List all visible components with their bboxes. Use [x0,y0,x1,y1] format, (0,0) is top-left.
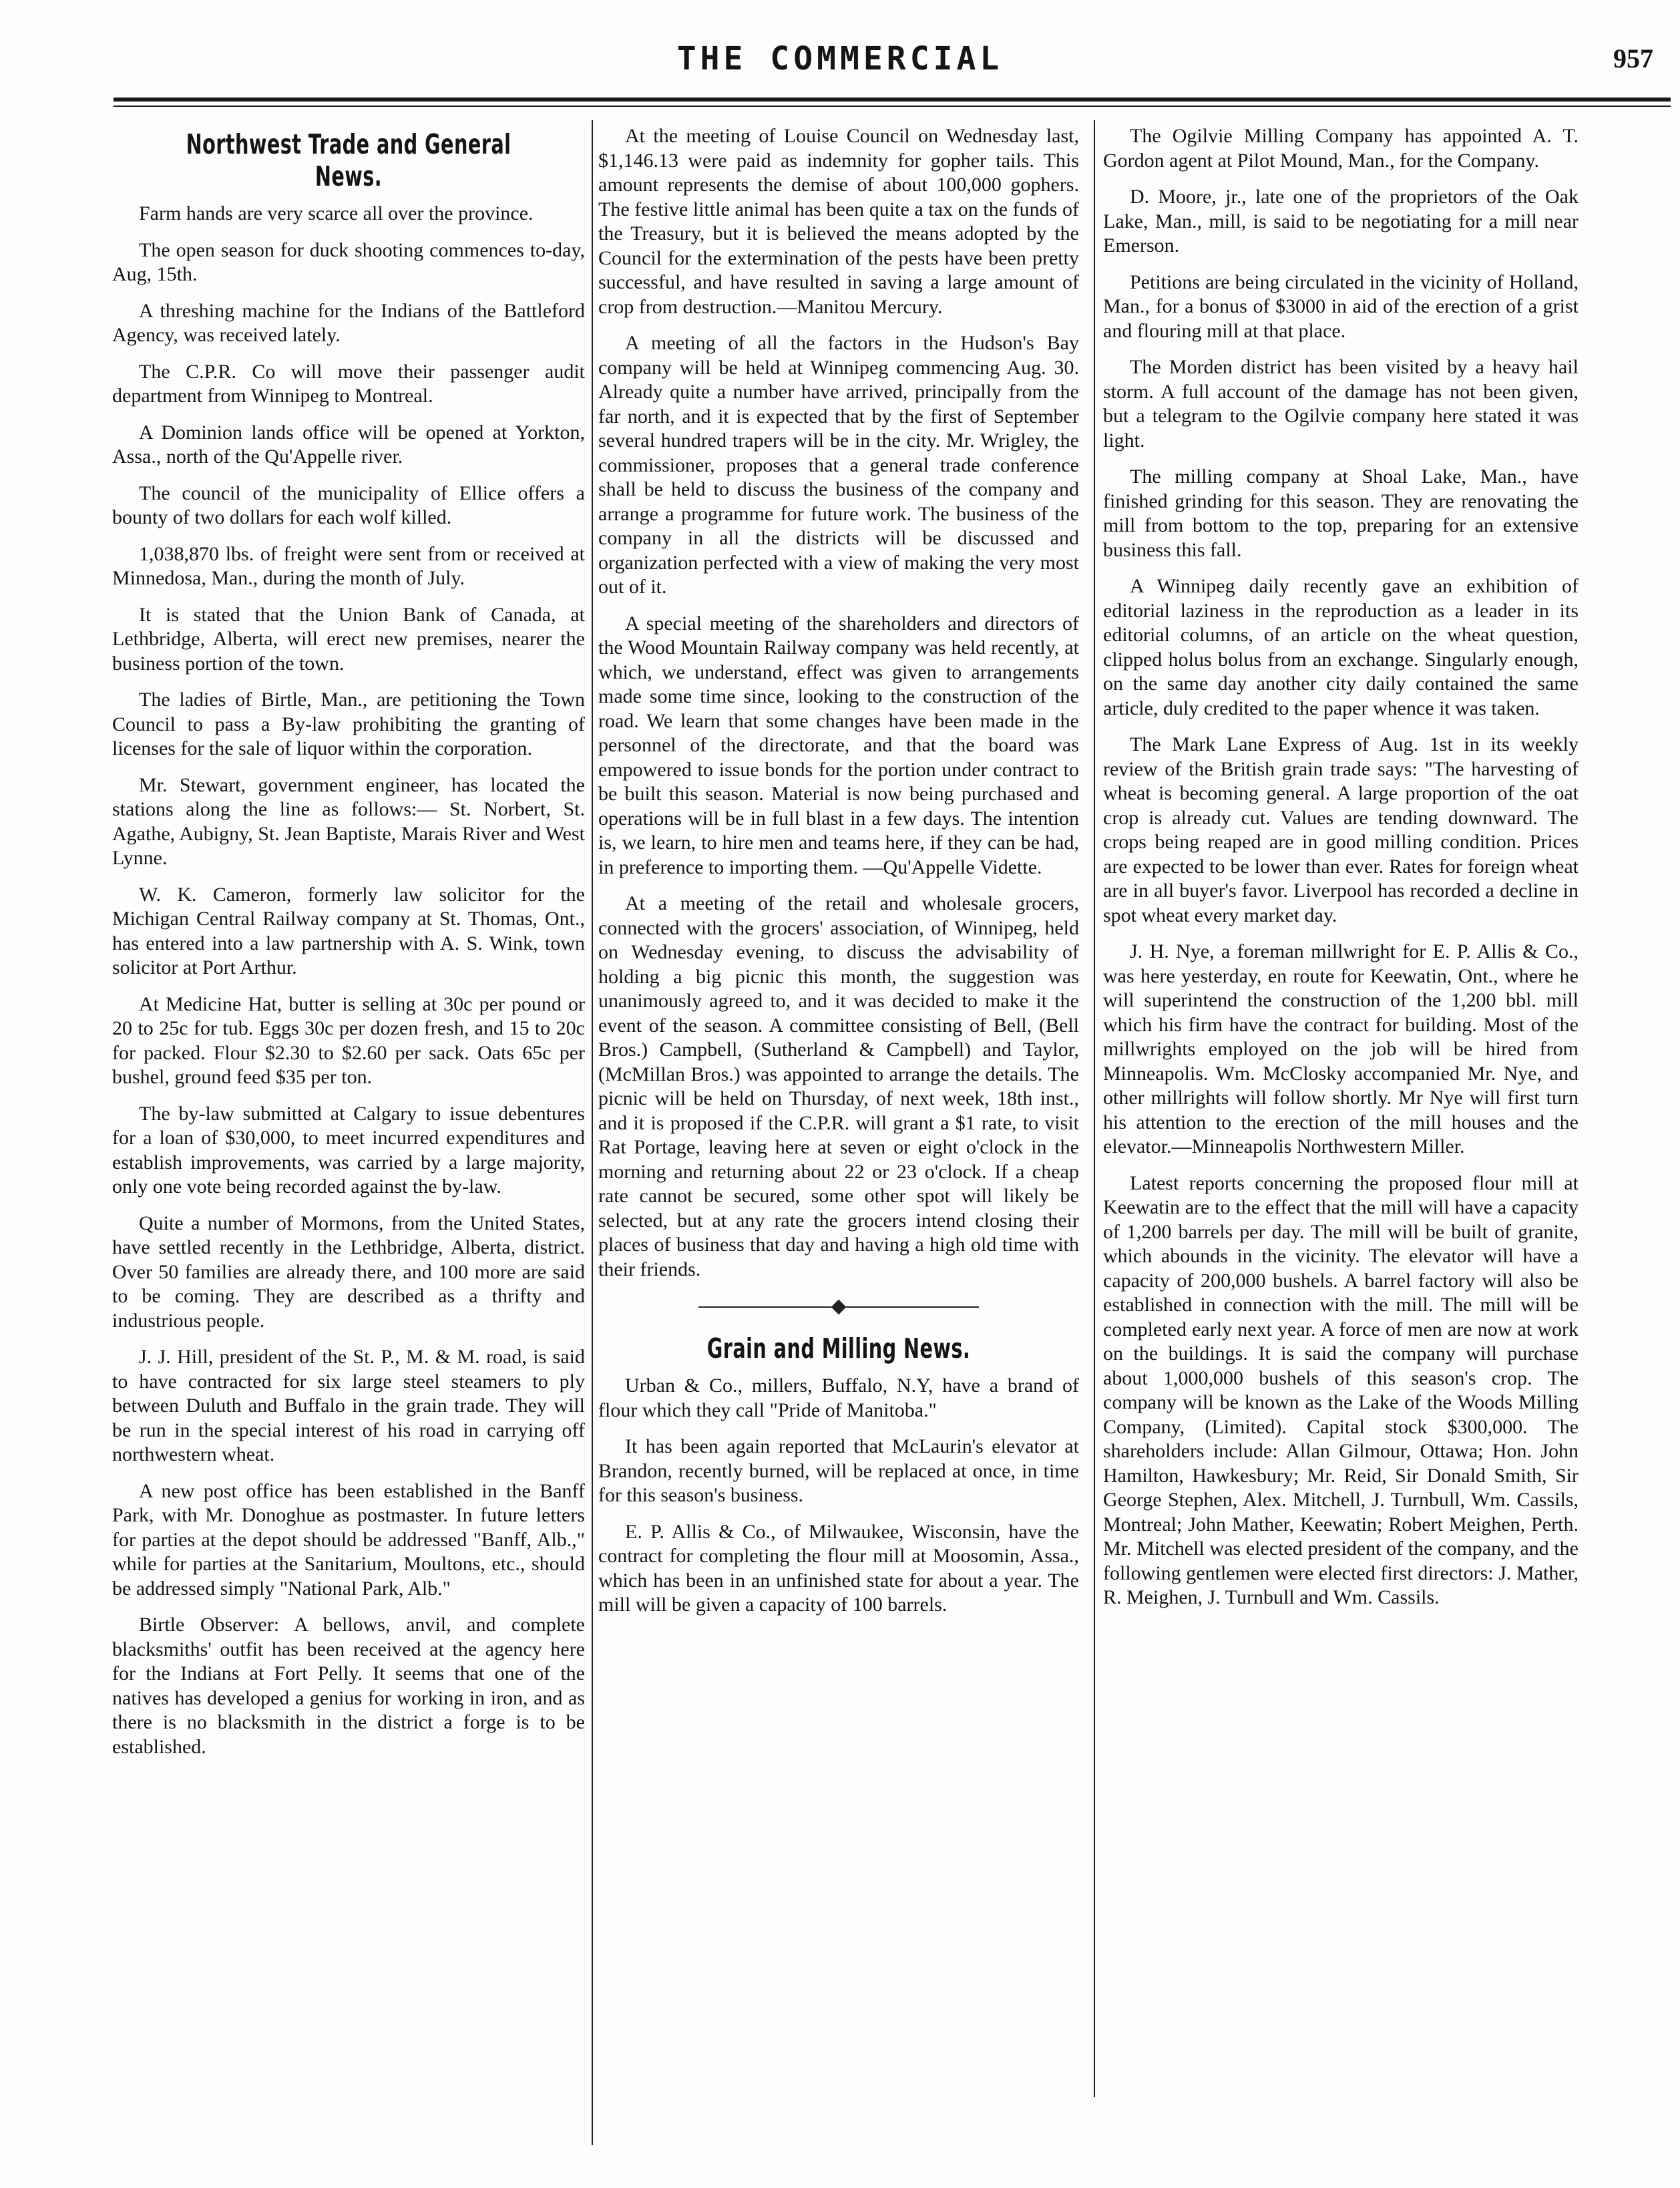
article-paragraph: D. Moore, jr., late one of the proprietors of the Oak Lake, Man., mill, is said to be negotiating for a mill near Emerson. [1103,186,1579,256]
article-paragraph: It is stated that the Union Bank of Canada, at Lethbridge, Alberta, will erect new premises, nearer the business portion of the town. [112,603,585,675]
masthead [0,0,1680,100]
article-paragraph: At a meeting of the retail and wholesale grocers, connected with the grocers' association, of Winnipeg, held on Wednesday evening, to discuss the advisability of holding a big picnic this month, the suggestion was unanimously agreed to, and it was decided to make it the event of the season. A committee consisting of Bell, (Bell Bros.) Campbell, (Sutherland & Campbell) and Taylor, (McMillan Bros.) was appointed to arrange the details. The picnic will be held on Thursday, of next week, 18th inst., and it is proposed if the C.P.R. will grant a $1 rate, to visit Rat Portage, leaving here at seven or eight o'clock in the morning and returning about 22 or 23 o'clock. If a cheap rate cannot be secured, some other spot will likely be selected, but at any rate the grocers intend closing their places of business that day and having a high old time with their friends. [598,892,1079,1280]
article-paragraph: W. K. Cameron, formerly law solicitor for the Michigan Central Railway company at St. Thomas, Ont., has entered into a law partnership with A. S. Wink, town solicitor at Port Arthur. [112,883,585,978]
divider-ornament [831,1300,847,1315]
article-paragraph: The ladies of Birtle, Man., are petitioning the Town Council to pass a By-law prohibiting the granting of licenses for the sale of liquor within the corporation. [112,689,585,759]
masthead-rule-thick [114,98,1671,102]
article-paragraph: 1,038,870 lbs. of freight were sent from or received at Minnedosa, Man., during the month of July. [112,542,585,589]
article-paragraph: At the meeting of Louise Council on Wednesday last, $1,146.13 were paid as indemnity for gopher tails. This amount represents the demise of about 100,000 gophers. The festive little animal has been quite a tax on the funds of the Treasury, but it is believed the means adopted by the Council for the extermination of the pests have been pretty successful, and have resulted in saving a large amount of crop from destruction.—Manitou Mercury. [598,125,1079,318]
article-paragraph: J. H. Nye, a foreman millwright for E. P. Allis & Co., was here yesterday, en route for Keewatin, Ont., where he will superintend the construction of the 1,200 bbl. mill which his firm have the contract for building. Most of the millwrights employed on the job will be hired from Minneapolis. Wm. McClosky accompanied Mr. Nye, and other millrights will follow shortly. Mr Nye will first turn his attention to the erection of the mill houses and the elevator.—Minneapolis Northwestern Miller. [1103,940,1579,1157]
article-paragraph: The Ogilvie Milling Company has appointed A. T. Gordon agent at Pilot Mound, Man., for the Company. [1103,125,1579,172]
column-3 [1103,124,1579,1622]
article-paragraph: It has been again reported that McLaurin's elevator at Brandon, recently burned, will be replaced at once, in time for this season's business. [598,1435,1079,1506]
article-paragraph: The by-law submitted at Calgary to issue debentures for a loan of $30,000, to meet incurred expenditures and establish improvements, was carried by a large majority, only one vote being recorded against the by-law. [112,1102,585,1198]
article-paragraph: The C.P.R. Co will move their passenger audit department from Winnipeg to Montreal. [112,360,585,407]
article-paragraph: The council of the municipality of Ellice offers a bounty of two dollars for each wolf killed. [112,482,585,528]
article-paragraph: Latest reports concerning the proposed flour mill at Keewatin are to the effect that the mill will have a capacity of 1,200 barrels per day. The mill will be built of granite, which abounds in the vicinity. The elevator will have a capacity of 200,000 bushels. A barrel factory will also be established in connection with the mill. The mill will be completed early next year. A force of men are now at work on the buildings. It is said the company will purchase about 1,000,000 bushels of this season's crop. The company will be known as the Lake of the Woods Milling Company, (Limited). Capital stock $300,000. The shareholders include: Allan Gilmour, Ottawa; Hon. John Hamilton, Hawkesbury; Mr. Reid, Sir Donald Smith, Sir George Stephen, Alex. Mitchell, J. Turnbull, Wm. Cassils, Montreal; John Mather, Keewatin; Robert Meighen, Perth. Mr. Mitchell was elected president of the company, and the following gentlemen were elected first directors: J. Mather, R. Meighen, J. Turnbull and Wm. Cassils. [1103,1171,1579,1608]
article-paragraph: Birtle Observer: A bellows, anvil, and complete blacksmiths' outfit has been received at the agency here for the Indians at Fort Pelly. It seems that one of the natives has developed a genius for working in iron, and as there is no blacksmith in the district a forge is to be established. [112,1614,585,1758]
page-number: 957 [1613,43,1653,73]
section-heading-northwest: Northwest Trade and General News. [186,128,511,192]
article-paragraph: A Winnipeg daily recently gave an exhibition of editorial laziness in the reproduction as a leader in its editorial columns, of an article on the wheat question, clipped holus bolus from an exchange. Singularly enough, on the same day another city daily contained the same article, duly credited to the paper whence it was taken. [1103,575,1579,719]
column-divider-2 [1094,120,1095,2097]
article-paragraph: J. J. Hill, president of the St. P., M. & M. road, is said to have contracted for six large steel steamers to ply between Duluth and Buffalo in the grain trade. They will be run in the special interest of his road in carrying off northwestern wheat. [112,1346,585,1465]
article-paragraph: Farm hands are very scarce all over the province. [139,202,534,224]
article-paragraph: A special meeting of the shareholders and directors of the Wood Mountain Railway company was held recently, at which, we understand, effect was given to arrangements made some time since, looking to the construction of the road. We learn that some changes have been made in the personnel of the directorate, and that the board was empowered to issue bonds for the portion under contract to be built this season. Material is now being purchased and operations will be in full blast in a few days. The intention is, we learn, to hire men and teams here, if they can be had, in preference to importing them. —Qu'Appelle Vidette. [598,612,1079,878]
article-paragraph: At Medicine Hat, butter is selling at 30c per pound or 20 to 25c for tub. Eggs 30c per dozen fresh, and 15 to 20c for packed. Flour $2.30 to $2.60 per sack. Oats 65c per bushel, ground feed $35 per ton. [112,992,585,1088]
article-paragraph: The Mark Lane Express of Aug. 1st in its weekly review of the British grain trade says: "The harvesting of wheat is becoming general. A large proportion of the oat crop is already cut. Values are tending downward. The crops being reaped are in good milling condition. Prices are expected to be lower than ever. Rates for foreign wheat are in all buyer's favor. Liverpool has recorded a decline in spot wheat every market day. [1103,733,1579,926]
column-1 [112,124,585,1771]
article-paragraph: A new post office has been established in the Banff Park, with Mr. Donoghue as postmaster. In future letters for parties at the depot should be addressed "Banff, Alb.," while for parties at the Sanitarium, Moultons, etc., should be addressed simply "National Park, Alb." [112,1479,585,1600]
masthead-rule-thin [114,106,1671,107]
article-paragraph: The milling company at Shoal Lake, Man., have finished grinding for this season. They are renovating the mill from bottom to the top, preparing for an extensive business this fall. [1103,466,1579,561]
section-divider [598,1294,1079,1320]
section-heading-grain: Grain and Milling News. [706,1332,971,1364]
article-paragraph: A meeting of all the factors in the Hudson's Bay company will be held at Winnipeg commencing Aug. 30. Already quite a number have arrived, principally from the far north, and it is expected that by the first of September several hundred trapers will be in the city. Mr. Wrigley, the commissioner, proposes that a general trade conference shall be held to discuss the business of the company and arrange a programme for future work. The business of the company in all the districts will be discussed and organization perfected with a view of making the very most out of it. [598,332,1079,598]
article-paragraph: The Morden district has been visited by a heavy hail storm. A full account of the damage has not been given, but a telegram to the Ogilvie company here stated it was light. [1103,356,1579,451]
publication-title: THE COMMERCIAL [676,40,1004,77]
article-paragraph: Quite a number of Mormons, from the United States, have settled recently in the Lethbridge, Alberta, district. Over 50 families are already there, and 100 more are said to be coming. They are described as a thrifty and industrious people. [112,1212,585,1332]
column-divider-1 [592,120,593,2145]
article-paragraph: The open season for duck shooting commences to-day, Aug, 15th. [112,238,585,285]
article-paragraph: Petitions are being circulated in the vicinity of Holland, Man., for a bonus of $3000 in aid of the erection of a grist and flouring mill at that place. [1103,270,1579,342]
article-paragraph: A threshing machine for the Indians of the Battleford Agency, was received lately. [112,299,585,346]
article-paragraph: A Dominion lands office will be opened at Yorkton, Assa., north of the Qu'Appelle river. [112,421,585,468]
column-2 [598,124,1079,1630]
article-paragraph: Mr. Stewart, government engineer, has located the stations along the line as follows:— St. Norbert, St. Agathe, Aubigny, St. Jean Baptiste, Marais River and West Lynne. [112,773,585,869]
article-paragraph: Urban & Co., millers, Buffalo, N.Y, have a brand of flour which they call "Pride of Manitoba." [598,1375,1079,1421]
article-paragraph: E. P. Allis & Co., of Milwaukee, Wisconsin, have the contract for completing the flour mill at Moosomin, Assa., which has been in an unfinished state for about a year. The mill will be given a capacity of 100 barrels. [598,1520,1079,1616]
